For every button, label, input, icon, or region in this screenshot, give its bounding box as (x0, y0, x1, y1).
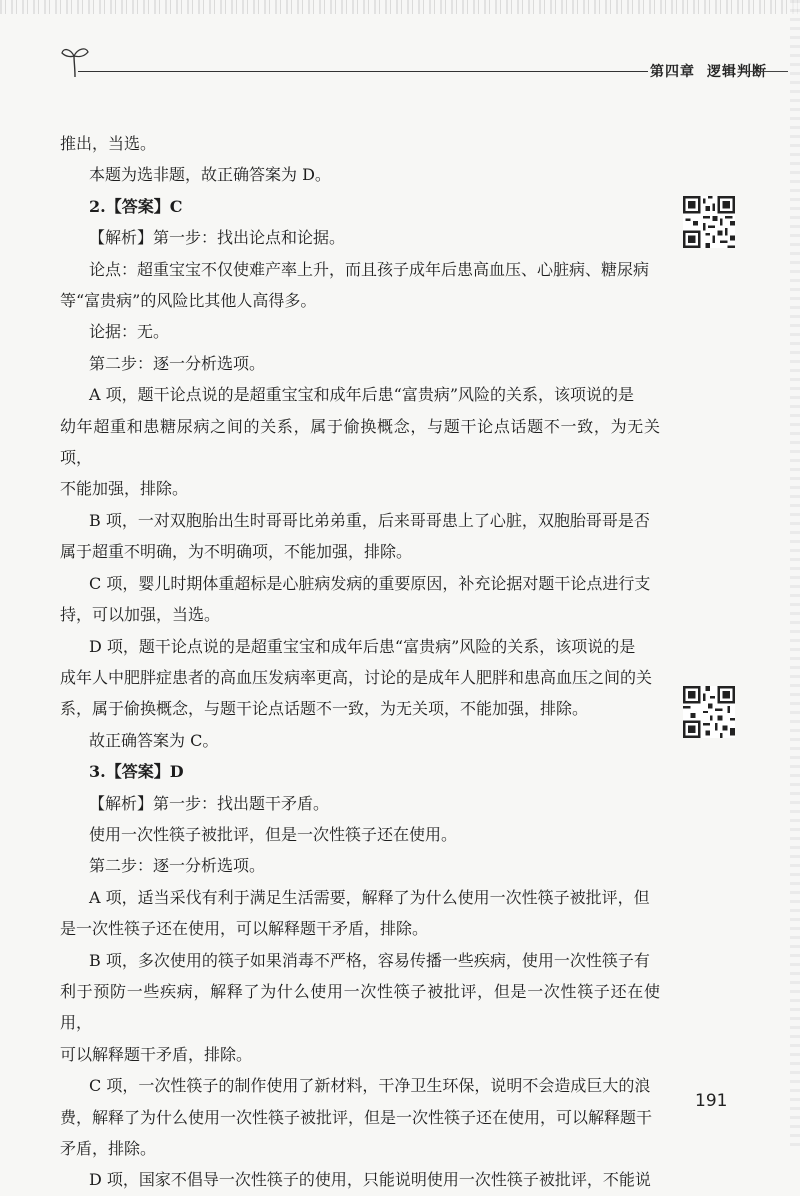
text-line: A 项，适当采伐有利于满足生活需要，解释了为什么使用一次性筷子被批评，但 (89, 887, 650, 907)
text-line: C 项，一次性筷子的制作使用了新材料，干净卫生环保，说明不会造成巨大的浪 (89, 1076, 651, 1096)
scan-noise-right (790, 0, 800, 1149)
text-line: 利于预防一些疾病，解释了为什么使用一次性筷子被批评，但是一次性筷子还在使用， (60, 981, 660, 1033)
answer-explanation-body (60, 128, 660, 1196)
header-rule-left (78, 71, 648, 72)
text-line: 故正确答案为 C。 (89, 730, 219, 750)
text-line: 第二步：逐一分析选项。 (89, 353, 266, 373)
text-line: D 项，国家不倡导一次性筷子的使用，只能说明使用一次性筷子被批评，不能说 (89, 1170, 651, 1190)
text-line: C 项，婴儿时期体重超标是心脏病发病的重要原因，补充论据对题干论点进行支 (89, 573, 651, 593)
sprout-icon (60, 44, 90, 78)
text-line: 是一次性筷子还在使用，可以解释题干矛盾，排除。 (60, 919, 429, 939)
text-line: B 项，多次使用的筷子如果消毒不严格，容易传播一些疾病，使用一次性筷子有 (89, 950, 650, 970)
scan-noise-top (0, 0, 800, 14)
header-rule-right (742, 71, 788, 72)
text-line: 【解析】第一步：找出题干矛盾。 (89, 793, 330, 813)
text-line: 持，可以加强，当选。 (60, 605, 221, 625)
chapter-name: 逻辑判断 (707, 64, 767, 80)
text-line: 推出，当选。 (60, 134, 157, 153)
text-line: 2.【答案】C (89, 196, 183, 216)
qr-code-icon (683, 196, 735, 248)
page-number: 191 (695, 1091, 728, 1111)
text-line: 第二步：逐一分析选项。 (89, 856, 266, 876)
text-line: 本题为选非题，故正确答案为 D。 (89, 165, 331, 185)
page-header (54, 40, 789, 80)
chapter-number: 第四章 (650, 64, 695, 80)
text-line: 系，属于偷换概念，与题干论点话题不一致，为无关项，不能加强，排除。 (60, 699, 589, 719)
text-line: 【解析】第一步：找出论点和论据。 (89, 228, 346, 248)
text-line: 幼年超重和患糖尿病之间的关系，属于偷换概念，与题干论点话题不一致，为无关项， (60, 416, 660, 468)
text-line: 等“富贵病”的风险比其他人高得多。 (60, 291, 317, 311)
text-line: 可以解释题干矛盾，排除。 (60, 1044, 253, 1064)
text-line: A 项，题干论点说的是超重宝宝和成年后患“富贵病”风险的关系，该项说的是 (89, 385, 635, 405)
text-line: 论点：超重宝宝不仅使难产率上升，而且孩子成年后患高血压、心脏病、糖尿病 (89, 259, 650, 279)
text-line: 不能加强，排除。 (60, 479, 189, 499)
text-line: 成年人中肥胖症患者的高血压发病率更高，讨论的是成年人肥胖和患高血压之间的关 (60, 667, 653, 687)
text-line: 使用一次性筷子被批评，但是一次性筷子还在使用。 (89, 824, 458, 844)
text-line: 属于超重不明确，为不明确项，不能加强，排除。 (60, 542, 413, 562)
text-line: 3.【答案】D (89, 762, 184, 782)
text-line: 矛盾，排除。 (60, 1139, 157, 1158)
text-line: D 项，题干论点说的是超重宝宝和成年后患“富贵病”风险的关系，该项说的是 (89, 636, 636, 656)
text-line: 论据：无。 (89, 322, 170, 342)
text-line: 费，解释了为什么使用一次性筷子被批评，但是一次性筷子还在使用，可以解释题干 (60, 1107, 653, 1127)
qr-code-icon (683, 686, 735, 738)
text-line: B 项，一对双胞胎出生时哥哥比弟弟重，后来哥哥患上了心脏，双胞胎哥哥是否 (89, 510, 650, 530)
